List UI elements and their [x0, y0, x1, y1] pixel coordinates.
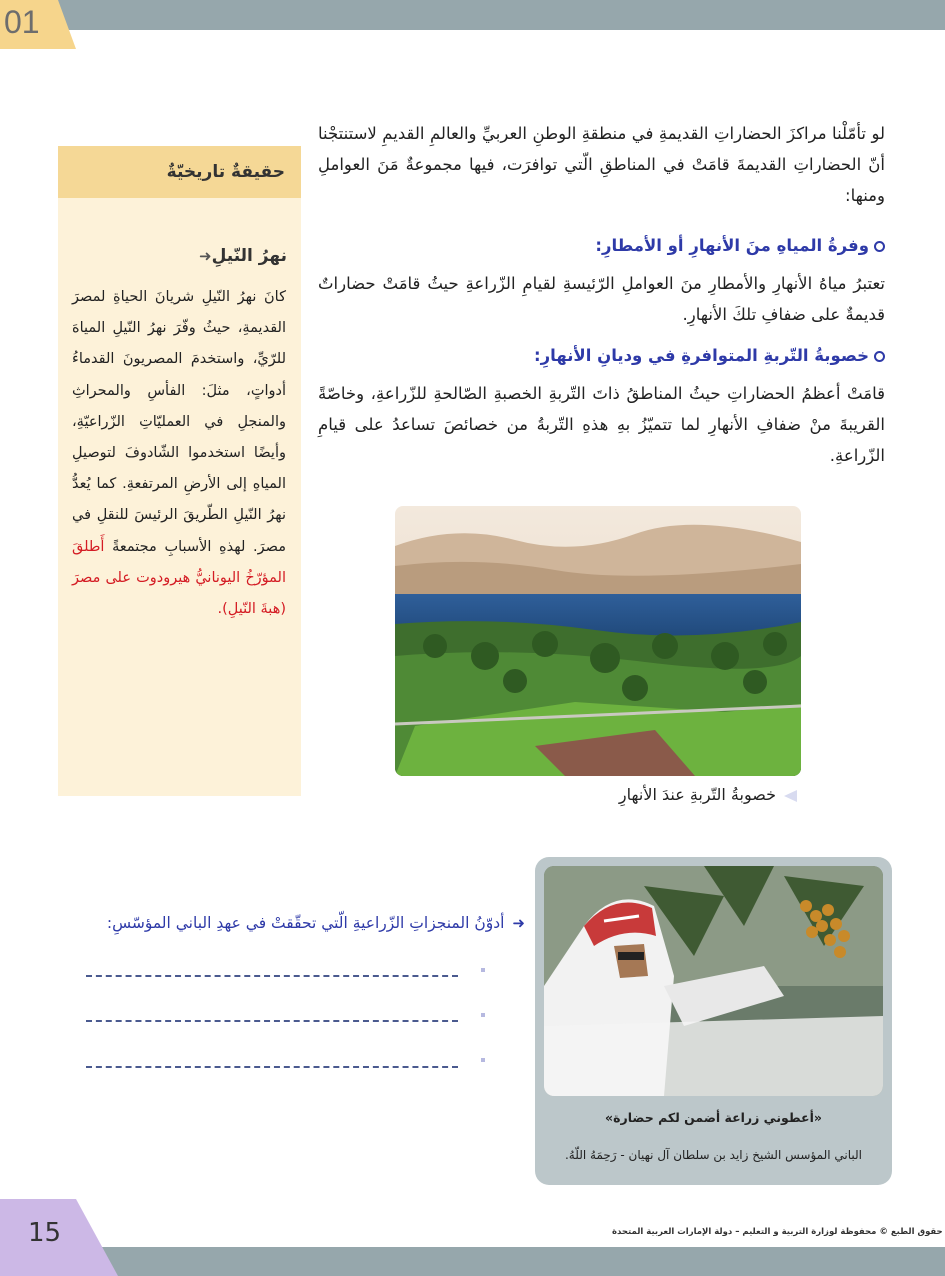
answer-bullet-icon	[481, 1013, 485, 1017]
fact-box-highlight: أَطلقَ المؤرّخُ اليونانيُّ هيرودوت على	[72, 538, 286, 586]
fact-box-header	[58, 146, 301, 198]
arrow-icon: ➜	[199, 247, 212, 265]
arrow-icon: ➜	[512, 914, 525, 932]
photo-caption: خصوبةُ التّربةِ عندَ الأنهارِ	[619, 785, 797, 804]
factor-heading-soil: خصوبةُ التّربةِ المتوافرةِ في وديانِ الأنهارِ:	[534, 340, 885, 371]
page-number: 15	[28, 1218, 62, 1248]
quote-text: «أعطوني زراعة أضمن لكم حضارة»	[605, 1110, 822, 1125]
answer-bullet-icon	[481, 968, 485, 972]
factor-heading-water: وفرةُ المياهِ منَ الأنهارِ أو الأمطارِ:	[595, 230, 885, 261]
factor-text-water: تعتبرُ مياهُ الأنهارِ والأمطارِ منَ العواملِ الرّئيسةِ لقيامِ الزّراعةِ حيثُ قامَتْ حضاراتٌ قديمةٌ على ضفافِ تلكَ الأنهارِ.	[318, 274, 885, 324]
fact-box-text: كانَ نهرُ النّيلِ شريانَ الحياةِ لمصرَ القديمةِ، حيثُ وفّرَ نهرُ النّيلِ المياهَ للرّيِّ، واستخدمَ المصريونَ القدماءُ أدواتٍ، مثلَ: الفأسِ والمحراثِ والمنجلِ في العمليّاتِ الزّراعيّةِ، وأيضًا استخدموا الشّادوفَ لتوصيلِ المياهِ إلى الأرضِ المرتفعةِ. كما يُعدُّ نهرُ النّيلِ الطّريقَ الرئيسَ للنقلِ في مصرَ. لهذهِ الأسبابِ مجتمعةً أَطلقَ المؤرّخُ اليونانيُّ هيرودوت على مصرَ (هبةَ النّيلِ).	[72, 289, 286, 618]
top-bar	[0, 0, 945, 30]
fact-box-subtitle: نهرُ النّيلِ➜	[199, 246, 287, 266]
answer-line-3[interactable]	[86, 1066, 458, 1068]
answer-bullet-icon	[481, 1058, 485, 1062]
caption-triangle-icon	[784, 790, 797, 802]
answer-line-2[interactable]	[86, 1020, 458, 1022]
activity-prompt: ➜أدوّنُ المنجزاتِ الزّراعيةِ الّتي تحقّقتْ في عهدِ الباني المؤسّسِ:	[106, 914, 525, 932]
sheikh-zayed-photo	[544, 866, 883, 1096]
quote-author: الباني المؤسس الشيخ زايد بن سلطان آل نهيان - رَحِمَهُ اللّهُ.	[564, 1148, 863, 1162]
nile-photo	[395, 506, 801, 776]
ring-bullet-icon	[874, 241, 885, 252]
intro-paragraph: لو تأمّلْنا مراكزَ الحضاراتِ القديمةِ في منطقةِ الوطنِ العربيِّ والعالمِ القديمِ لاستنتجْنا أنّ الحضاراتِ القديمةَ قامَتْ في المناطقِ الّتي توافرَت، فيها مجموعةٌ مَنَ العواملِ ومنها:	[318, 124, 885, 205]
bottom-bar	[0, 1247, 945, 1276]
factor-text-soil: قامَتْ أعظمُ الحضاراتِ حيثُ المناطقُ ذاتَ التّربةِ الخصبةِ الصّالحةِ للزّراعةِ، وخاصّةً القريبةَ منْ ضفافِ الأنهارِ لما تتميّزُ بهِ هذهِ التّربةُ من خصائصَ تساعدُ على قيامِ الزّراعةِ.	[318, 384, 885, 465]
fact-box-title: حقيقةٌ تاريخيّةٌ	[166, 162, 285, 182]
copyright-notice: حقوق الطبع © محفوظة لوزارة التربية و التعليم – دولة الإمارات العربية المتحدة	[612, 1227, 943, 1237]
answer-line-1[interactable]	[86, 975, 458, 977]
chapter-number: 01	[4, 4, 40, 40]
ring-bullet-icon	[874, 351, 885, 362]
